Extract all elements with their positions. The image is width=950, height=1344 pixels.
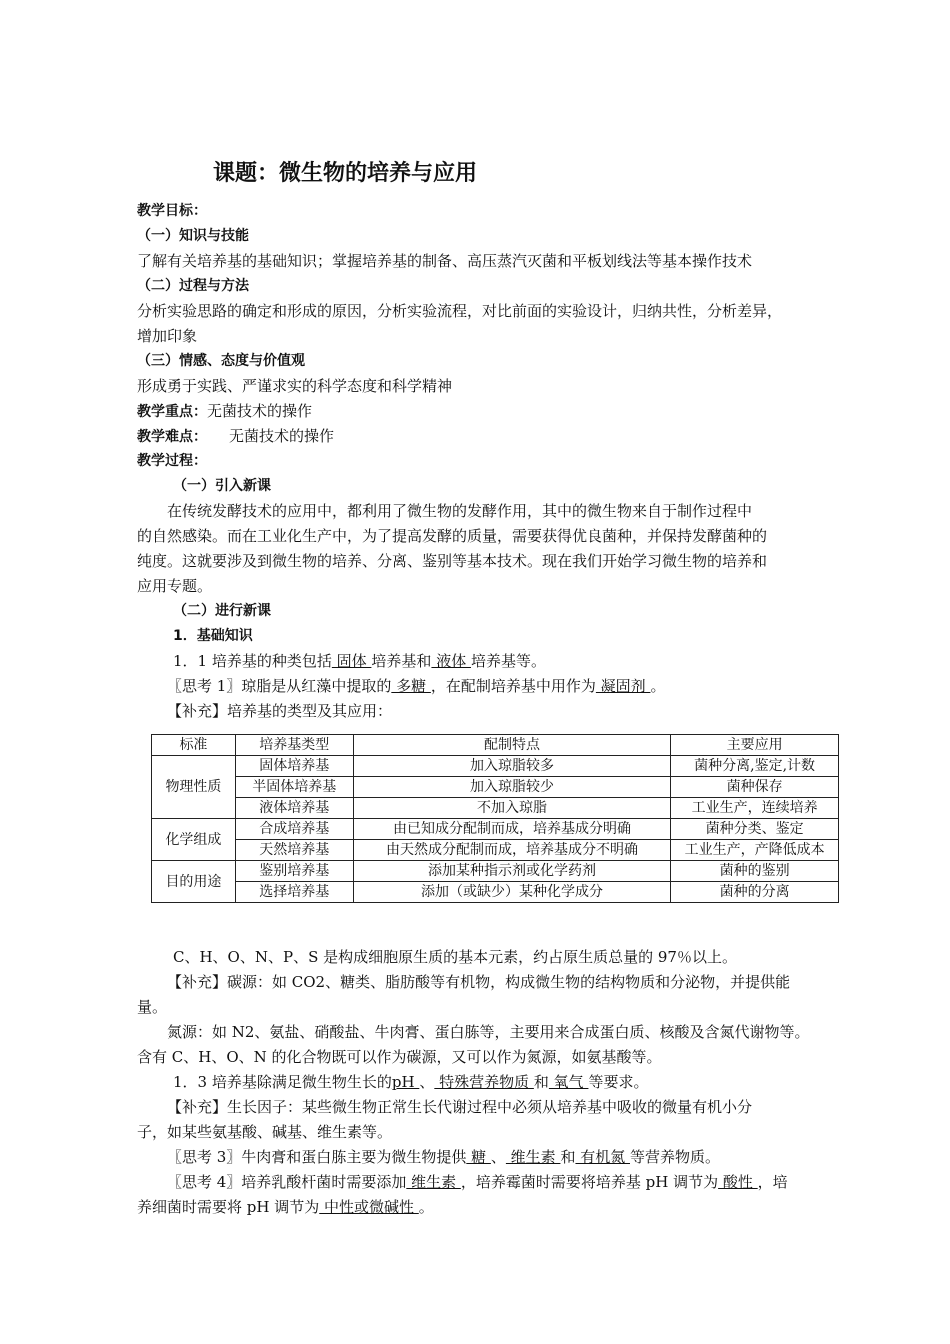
nitrogen-line: 含有 C、H、O、N 的化合物既可以作为碳源，又可以作为氮源，如氨基酸等。: [137, 1048, 662, 1066]
table-cell: 鉴别培养基: [235, 861, 353, 882]
table-header: 培养基类型: [235, 735, 353, 756]
text-run: ，在配制培养基中用作为: [430, 677, 596, 695]
table-header: 标准: [152, 735, 236, 756]
carbon-line: 量。: [137, 998, 168, 1016]
medium-types-line: [173, 650, 546, 672]
table-header: 主要应用: [671, 735, 839, 756]
table-row: [152, 840, 839, 861]
blank-answer: 维生素: [505, 1148, 561, 1166]
text-run: 和: [533, 1073, 549, 1091]
table-row: [152, 798, 839, 819]
table-row: [152, 882, 839, 903]
focus-line: [137, 400, 312, 423]
blank-answer: pH: [391, 1073, 420, 1091]
section-values-heading: （三）情感、态度与价值观: [137, 353, 305, 369]
table-cell: 添加某种指示剂或化学药剂: [353, 861, 671, 882]
intro-heading: （一）引入新课: [173, 478, 271, 494]
table-cell: 半固体培养基: [235, 777, 353, 798]
text-run: 等营养物质。: [630, 1148, 721, 1166]
table-cell: 不加入琼脂: [353, 798, 671, 819]
text-run: 〖思考 1〗琼脂是从红藻中提取的: [167, 677, 392, 695]
table-cell: 液体培养基: [235, 798, 353, 819]
text-run: ，培养霉菌时需要将培养基 pH 调节为: [460, 1173, 719, 1191]
page-title: 课题：微生物的培养与应用: [212, 161, 477, 186]
table-cell: 选择培养基: [235, 882, 353, 903]
table-cell: 添加（或缺少）某种化学成分: [353, 882, 671, 903]
text-run: 〖思考 3〗牛肉膏和蛋白胨主要为微生物提供: [167, 1148, 467, 1166]
difficulty-line: [137, 425, 334, 448]
carbon-line: 【补充】碳源：如 CO2、糖类、脂肪酸等有机物，构成微生物的结构物质和分泌物，并提供能: [167, 973, 791, 991]
text-run: 养细菌时需要将 pH 调节为: [137, 1198, 320, 1216]
blank-answer: 有机氮: [575, 1148, 630, 1166]
blank-answer: 糖: [466, 1148, 491, 1166]
supplement-intro: 【补充】培养基的类型及其应用：: [167, 702, 393, 720]
table-cell: 加入琼脂较少: [353, 777, 671, 798]
requirements-line: [173, 1071, 648, 1093]
blank-answer: 氧气: [548, 1073, 589, 1091]
blank-answer: 凝固剂: [595, 677, 651, 695]
growth-factor-line: 子，如某些氨基酸、碱基、维生素等。: [137, 1123, 393, 1141]
blank-answer: 液体: [431, 652, 471, 670]
table-header: 配制特点: [353, 735, 671, 756]
paragraph-line: 纯度。这就要涉及到微生物的培养、分离、鉴别等基本技术。现在我们开始学习微生物的培养和: [137, 552, 768, 570]
section-process-text: 增加印象: [137, 327, 198, 345]
blank-answer: 中性或微碱性: [319, 1198, 419, 1216]
text-run: ，培: [757, 1173, 788, 1191]
table-cell: 合成培养基: [235, 819, 353, 840]
table-cell: 工业生产，连续培养: [671, 798, 839, 819]
table-cell: 菌种分离,鉴定,计数: [671, 756, 839, 777]
elements-line: C、H、O、N、P、S 是构成细胞原生质的基本元素，约占原生质总量的 97％以上。: [173, 948, 737, 966]
blank-answer: 酸性: [718, 1173, 758, 1191]
section-process-text: 分析实验思路的确定和形成的原因，分析实验流程，对比前面的实验设计，归纳共性，分析差异，: [137, 302, 783, 320]
text-run: 、: [490, 1148, 506, 1166]
think4-line: [137, 1196, 434, 1218]
text-run: 。: [650, 677, 666, 695]
section-knowledge-text: 了解有关培养基的基础知识；掌握培养基的制备、高压蒸汽灭菌和平板划线法等基本操作技术: [137, 252, 753, 270]
paragraph-line: 应用专题。: [137, 577, 213, 595]
table-header-row: [152, 735, 839, 756]
blank-answer: 多糖: [391, 677, 431, 695]
table-cell: 菌种的鉴别: [671, 861, 839, 882]
table-cell: 天然培养基: [235, 840, 353, 861]
table-cell: 菌种的分离: [671, 882, 839, 903]
table-row: [152, 861, 839, 882]
table-cell: 固体培养基: [235, 756, 353, 777]
focus-text: 无菌技术的操作: [207, 402, 313, 420]
text-run: 等要求。: [588, 1073, 649, 1091]
new-lesson-heading: （二）进行新课: [173, 603, 271, 619]
blank-answer: 固体: [331, 652, 372, 670]
table-cell: 由已知成分配制而成，培养基成分明确: [353, 819, 671, 840]
table-row: [152, 756, 839, 777]
think1-line: [167, 675, 665, 697]
table-cell: 由天然成分配制而成，培养基成分不明确: [353, 840, 671, 861]
medium-types-table: [151, 734, 839, 903]
table-cell: 工业生产，产降低成本: [671, 840, 839, 861]
difficulty-label: 教学难点：: [137, 429, 207, 445]
table-row: [152, 777, 839, 798]
section-process-heading: （二）过程与方法: [137, 278, 249, 294]
table-cell: 菌种保存: [671, 777, 839, 798]
text-run: 和: [560, 1148, 576, 1166]
text-run: 1．3 培养基除满足微生物生长的: [173, 1073, 392, 1091]
nitrogen-line: 氮源：如 N2、氨盐、硝酸盐、牛肉膏、蛋白胨等，主要用来合成蛋白质、核酸及含氮代谢物等。: [167, 1023, 810, 1041]
think3-line: [167, 1146, 720, 1168]
table-row: [152, 819, 839, 840]
process-label: 教学过程：: [137, 453, 207, 469]
growth-factor-line: 【补充】生长因子：某些微生物正常生长代谢过程中必须从培养基中吸收的微量有机小分: [167, 1098, 753, 1116]
section-knowledge-heading: （一）知识与技能: [137, 228, 249, 244]
standard-cell: 化学组成: [152, 819, 236, 861]
standard-cell: 目的用途: [152, 861, 236, 903]
text-run: 〖思考 4〗培养乳酸杆菌时需要添加: [167, 1173, 407, 1191]
section-values-text: 形成勇于实践、严谨求实的科学态度和科学精神: [137, 377, 453, 395]
difficulty-text: 无菌技术的操作: [229, 427, 335, 445]
basics-heading: 1．基础知识: [173, 628, 253, 644]
text-run: 1．1 培养基的种类包括: [173, 652, 332, 670]
table-cell: 加入琼脂较多: [353, 756, 671, 777]
focus-label: 教学重点：: [137, 404, 207, 420]
objectives-label: 教学目标：: [137, 203, 207, 219]
blank-answer: 维生素: [406, 1173, 461, 1191]
paragraph-line: 的自然感染。而在工业化生产中，为了提高发酵的质量，需要获得优良菌种，并保持发酵菌种的: [137, 527, 768, 545]
think4-line: [167, 1171, 788, 1193]
blank-answer: 特殊营养物质: [434, 1073, 534, 1091]
text-run: 培养基和: [371, 652, 432, 670]
text-run: 。: [418, 1198, 434, 1216]
text-run: 培养基等。: [470, 652, 546, 670]
text-run: 、: [419, 1073, 435, 1091]
standard-cell: 物理性质: [152, 756, 236, 819]
paragraph-line: 在传统发酵技术的应用中，都利用了微生物的发酵作用，其中的微生物来自于制作过程中: [167, 502, 753, 520]
table-cell: 菌种分类、鉴定: [671, 819, 839, 840]
